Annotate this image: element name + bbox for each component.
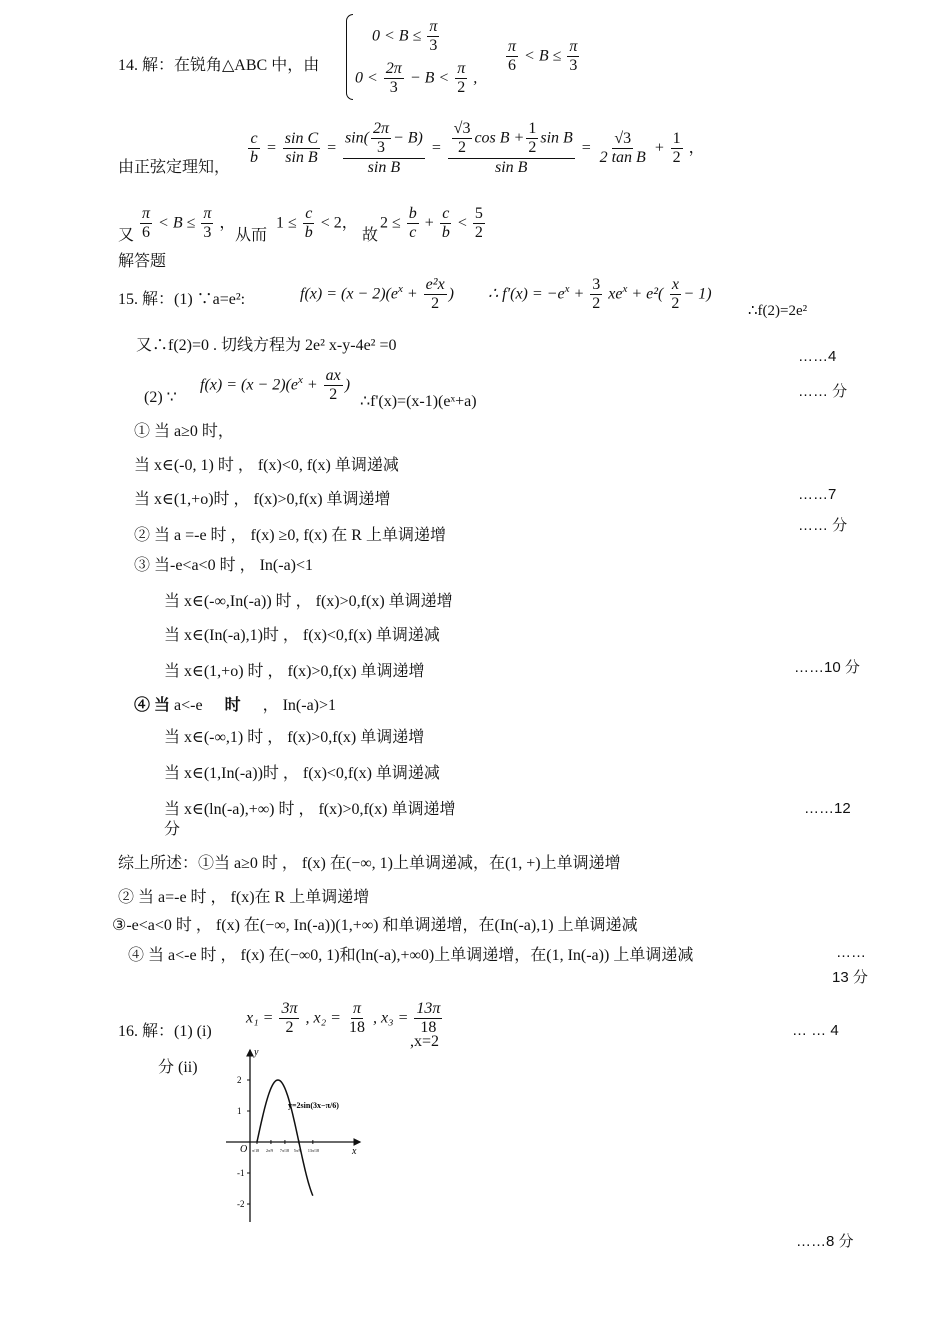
case-4-a: 当 x∈(-∞,1) 时 ， f(x)>0,f(x) 单调递增: [164, 729, 425, 746]
score-13: 13 分: [832, 969, 868, 986]
p16-roots: x₁ = $\frac{3\pi}{2}$ , x₂ = $\frac{\pi}{18}$ , x₃ = $\frac{13\pi}{18}$: [246, 1000, 441, 1037]
p15-part2: (2) ∵: [144, 389, 177, 406]
again-formula: $\frac{\pi}{6}$ < B ≤ $\frac{\pi}{3}$ ，: [142, 205, 236, 242]
score-10: ……10 分: [794, 659, 860, 676]
case-4-b: 当 x∈(1,In(-a))时 ， f(x)<0,f(x) 单调递减: [164, 765, 440, 782]
case-3-a: 当 x∈(-∞,In(-a)) 时 ， f(x)>0,f(x) 单调递增: [164, 593, 453, 610]
case-1-b: 当 x∈(1,+o)时 ， f(x)>0,f(x) 单调递增: [134, 491, 391, 508]
x-tick-label: 2π/9: [265, 1148, 274, 1153]
sine-law-formula: $\frac{c}{b}$ = $\frac{\text{sin C}}{\text{sin B}}$ = sin( $\frac{2\pi}{3}$ − B) sin B = $\frac{√3}{2}$ cos B + $\frac{1}{2}$ sin B sin B = $\frac{√3}{\text{2 tan B}}$ + $\frac{1}{2}$ ，: [250, 120, 705, 176]
p15-intro: 15. 解：(1) ∵a=e²:: [118, 291, 246, 308]
x-axis-label: x: [352, 1146, 357, 1157]
case-4-c: 当 x∈(ln(-a),+∞) 时 ， f(x)>0,f(x) 单调递增: [164, 801, 456, 818]
p15-fx2: $f(x) = (x - 2)(e^x$ + $\frac{ax}{2}$ ): [200, 367, 351, 404]
case-3-c: 当 x∈(1,+o) 时 ， f(x)>0,f(x) 单调递增: [164, 663, 425, 680]
case-3: ③ 当-e<a<0 时 ， In(-a)<1: [134, 557, 314, 574]
y-tick-label: -2: [237, 1199, 245, 1209]
score-4: ……4: [798, 348, 837, 365]
system-line-2: 0 < $\frac{2\pi}{3}$ − B < $\frac{\pi}{2}$ ,: [355, 60, 478, 97]
p15-tangent: 又∴f(2)=0 . 切线方程为 2e² x-y-4e² =0: [136, 337, 397, 354]
p15-derivative: ∴ $f'(x) = -e^x$ + $\frac{3}{2}$ $xe^x + e^2$( $\frac{x}{2}$ − 1): [488, 276, 712, 313]
summary-2: ② 当 a=-e 时 ， f(x)在 R 上单调递增: [118, 889, 370, 906]
system-line-1: 0 < B ≤ $\frac{\pi}{3}$: [372, 18, 438, 55]
case-1: ① 当 a≥0 时，: [134, 423, 234, 440]
p15-fprime: ∴f'(x)=(x-1)(eˣ+a): [360, 393, 477, 410]
p15-fx: $f(x) = (x - 2)(e^x$ + $\frac{\text{e²x}}{2}$ ): [300, 276, 454, 313]
score-7-fen: …… 分: [798, 517, 848, 534]
then-label: 从而: [235, 227, 268, 244]
section-title: 解答题: [118, 253, 167, 270]
y-tick-label: 1: [237, 1106, 242, 1116]
sine-curve: [257, 1080, 313, 1196]
therefore-label: 故: [362, 227, 379, 244]
score-16-4: … … 4: [792, 1022, 839, 1039]
y-tick-label: 2: [237, 1075, 242, 1085]
sine-graph: [218, 1046, 368, 1226]
p16-x-eq: ,x=2: [410, 1033, 440, 1050]
cb-range: 1 ≤ $\frac{c}{b}$ < 2，: [276, 205, 358, 242]
score-13-dots: ……: [836, 944, 866, 961]
case-3-b: 当 x∈(In(-a),1)时 ， f(x)<0,f(x) 单调递减: [164, 627, 440, 644]
sine-law-label: 由正弦定理知，: [118, 159, 231, 176]
system-brace: [346, 14, 353, 100]
x-tick-label: 13π/18: [307, 1148, 319, 1153]
sum-range: 2 ≤ $\frac{b}{c}$ + $\frac{c}{b}$ < $\frac{5}{2}$: [380, 205, 483, 242]
origin-label: O: [240, 1144, 248, 1155]
summary-3: ③-e<a<0 时 ， f(x) 在(−∞, In(-a))(1,+∞) 和单调递增，在(In(-a),1) 上单调递减: [112, 917, 638, 934]
curve-label: y=2sin(3x−π/6): [288, 1101, 339, 1110]
case-4: ④ 当 a<-e 时 ， In(-a)>1: [134, 697, 337, 714]
p14-intro: 14. 解：在锐角△ABC 中，由: [118, 57, 320, 74]
p16-intro: 16. 解：(1) (i): [118, 1023, 212, 1040]
case-1-a: 当 x∈(-0, 1) 时 ， f(x)<0, f(x) 单调递减: [134, 457, 399, 474]
x-tick-label: 7π/18: [279, 1148, 290, 1153]
score-12: ……12: [804, 800, 851, 817]
case-2: ② 当 a =-e 时 ， f(x) ≥0, f(x) 在 R 上单调递增: [134, 527, 446, 544]
y-tick-label: -1: [237, 1168, 245, 1178]
again-label: 又: [118, 227, 135, 244]
score-4-fen: …… 分: [798, 383, 848, 400]
score-8: ……8 分: [796, 1233, 854, 1250]
score-7: ……7: [798, 486, 837, 503]
y-axis-label: y: [254, 1047, 259, 1058]
p16-part-ii: 分 (ii): [158, 1059, 198, 1076]
summary-4: ④ 当 a<-e 时 ， f(x) 在(−∞0, 1)和(ln(-a),+∞0)上单调递增，在(1, In(-a)) 上单调递减: [128, 947, 694, 964]
b-range: $\frac{\pi}{6}$ < B ≤ $\frac{\pi}{3}$: [508, 38, 578, 75]
summary-1: 综上所述：①当 a≥0 时 ， f(x) 在(−∞, 1)上单调递减，在(1, +)上单调递增: [118, 855, 621, 872]
p15-f2: ∴f(2)=2e²: [748, 303, 808, 319]
score-12-fen: 分: [164, 821, 181, 838]
x-tick-label: π/18: [251, 1148, 260, 1153]
x-tick-label: 5π/9: [293, 1148, 302, 1153]
